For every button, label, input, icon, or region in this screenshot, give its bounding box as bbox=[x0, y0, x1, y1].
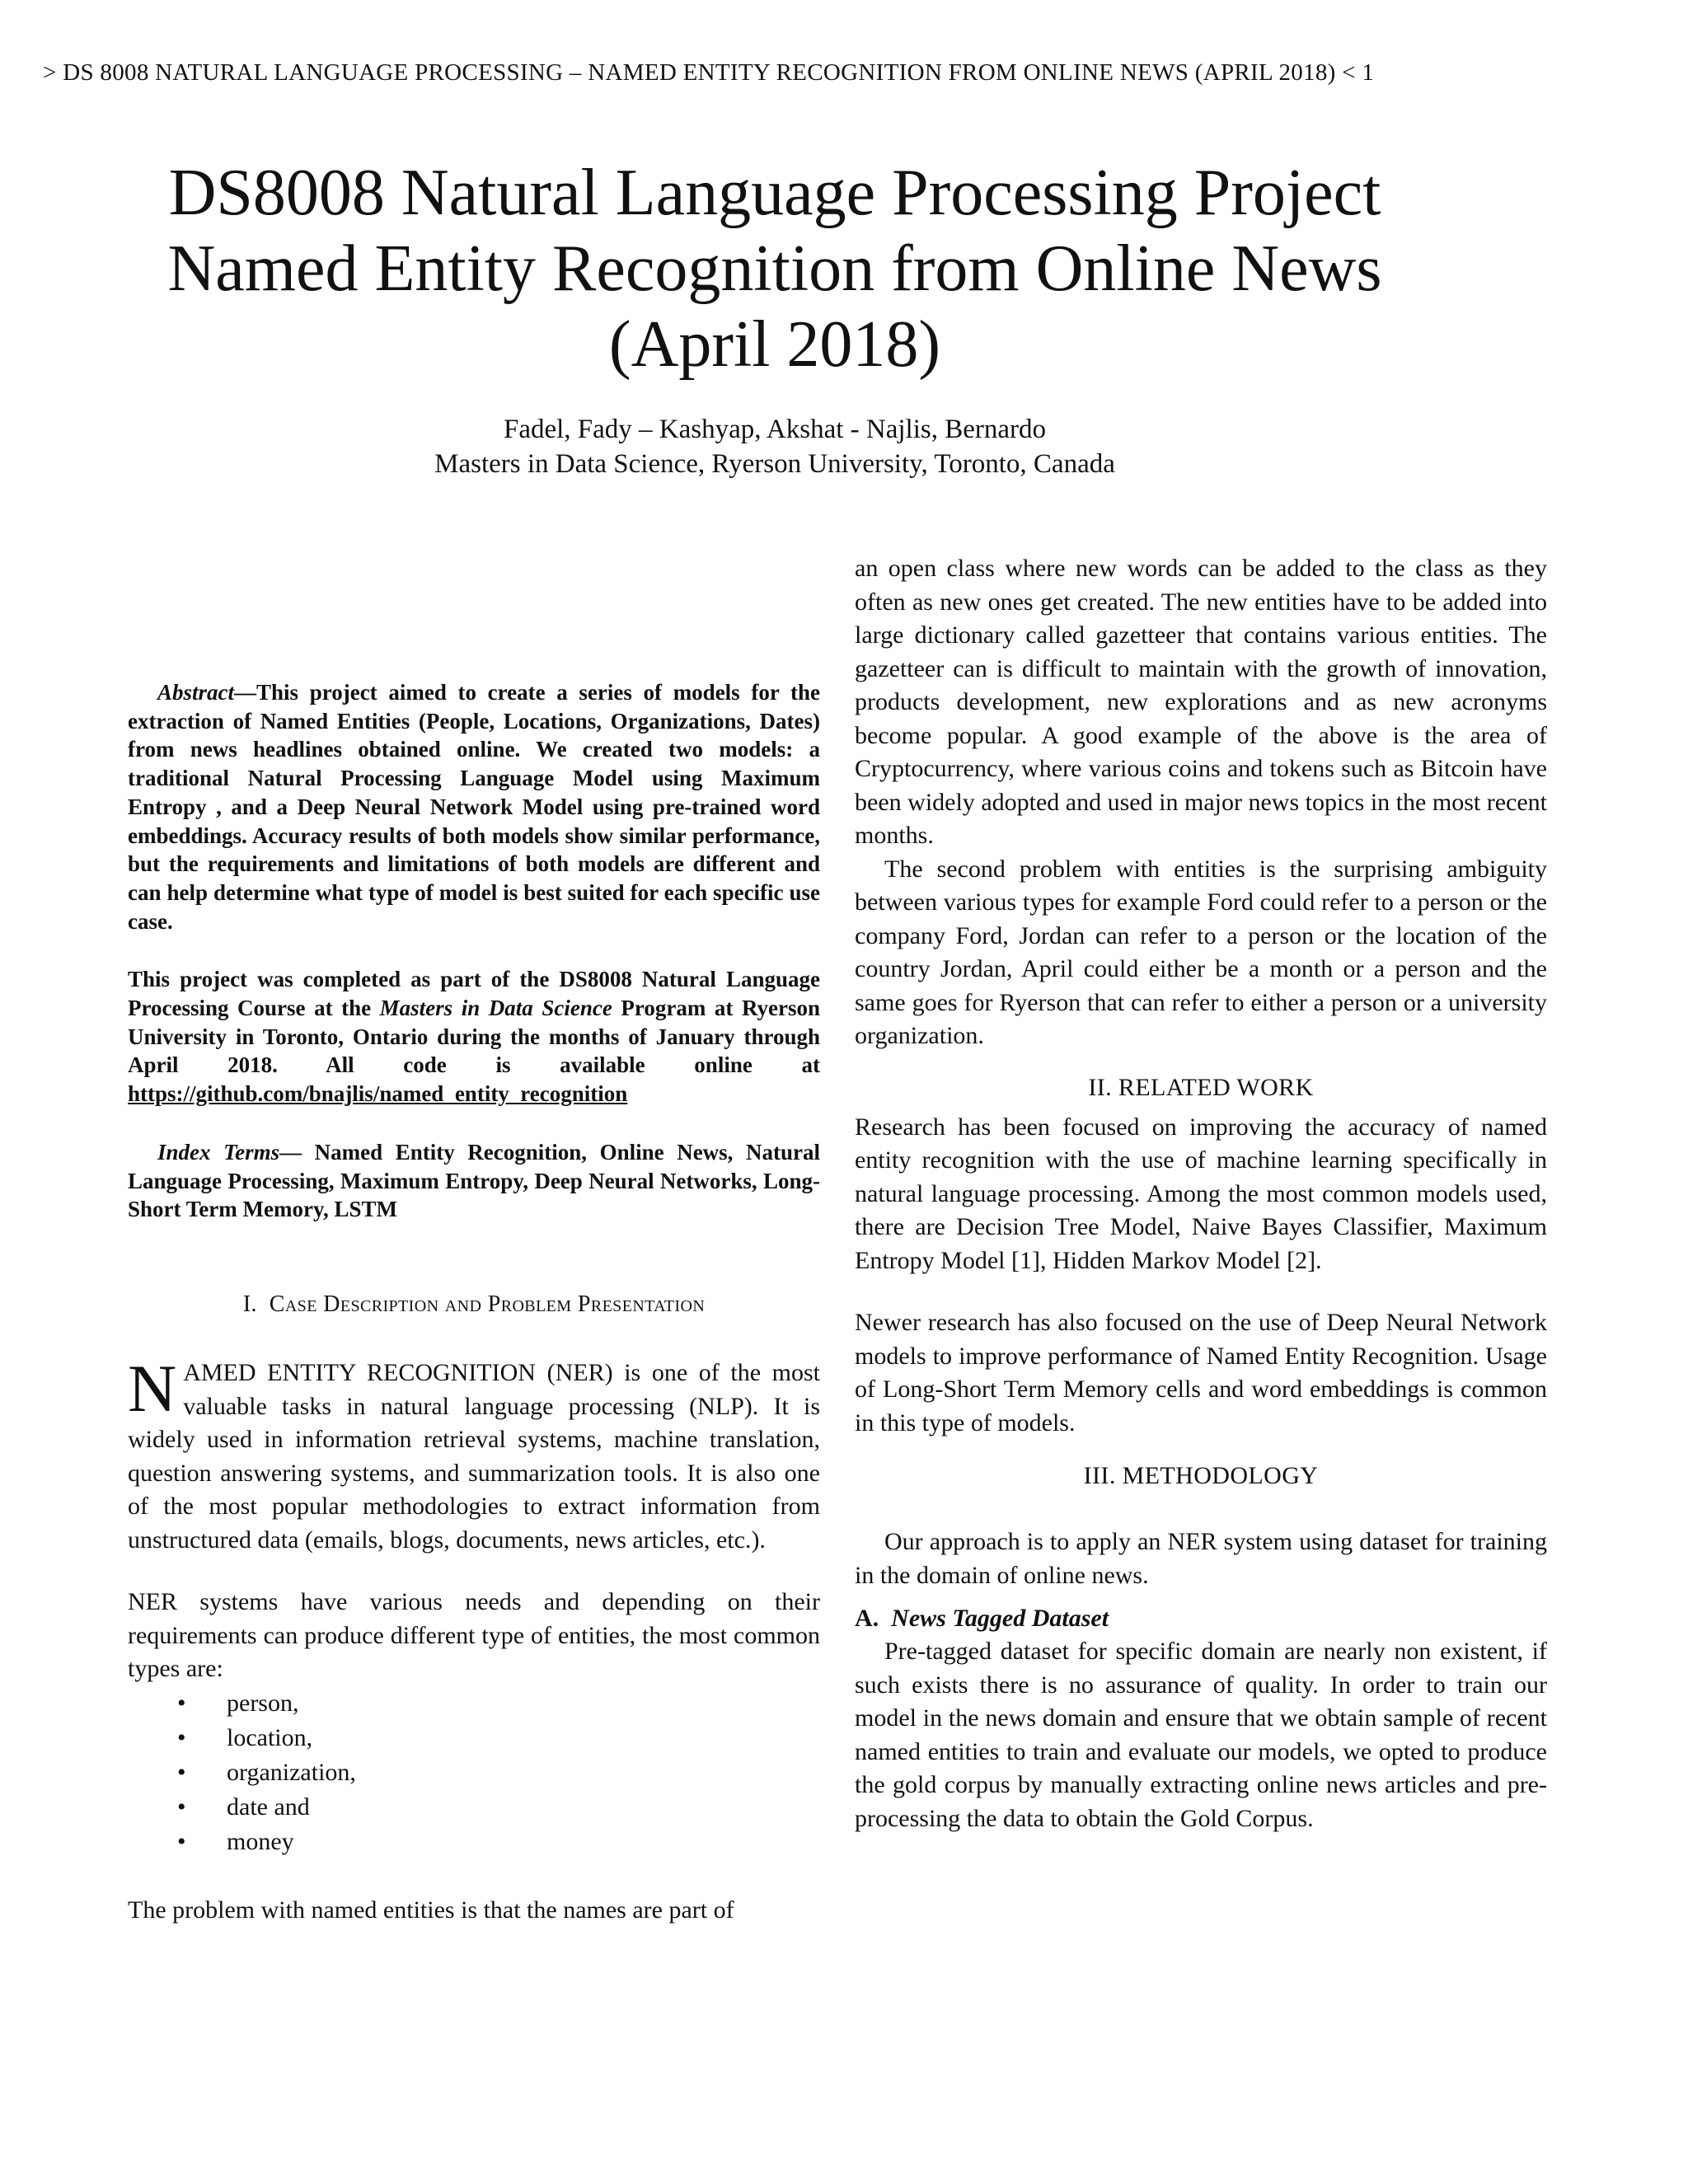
entity-type-list bbox=[128, 1686, 820, 1859]
title-line-3: (April 2018) bbox=[608, 308, 941, 381]
abstract-block bbox=[128, 678, 820, 1224]
list-item: • date and bbox=[128, 1790, 820, 1825]
section-number: I. bbox=[242, 1291, 257, 1317]
github-link[interactable]: https://github.com/bnajlis/named_entity_recognition bbox=[128, 1081, 628, 1107]
ambiguity-paragraph: The second problem with entities is the surprising ambiguity between various types for example Ford could refer to a person or the company Ford, Jordan can refer to a person or the location of the country Jordan, April could either be a month or a person and the same goes for Ryerson that can refer to either a person or a university organization. bbox=[855, 855, 1547, 1049]
index-terms-label: Index Terms bbox=[157, 1139, 280, 1165]
section-title: Case Description and Problem Presentation bbox=[269, 1291, 706, 1317]
related-work-paragraph-1: Research has been focused on improving the accuracy of named entity recognition with the use of machine learning specifically in natural language processing. Among the most common models used, there are Decision Tree Model, Naive Bayes Classifier, Maximum Entropy Model [1], Hidden Markov Model [2]. bbox=[855, 1113, 1547, 1274]
index-terms bbox=[128, 1138, 820, 1224]
list-item: • money bbox=[128, 1825, 820, 1859]
index-terms-text: — Named Entity Recognition, Online News, Natural Language Processing, Maximum Entropy, Deep Neural Networks, Long-Short Term Memory, LSTM bbox=[128, 1139, 820, 1222]
author-affiliation: Masters in Data Science, Ryerson University, Toronto, Canada bbox=[434, 449, 1115, 479]
ner-needs-paragraph: NER systems have various needs and depending on their requirements can produce different type of entities, the most common types are: bbox=[128, 1588, 820, 1682]
problem-paragraph: The problem with named entities is that the names are part of bbox=[128, 1896, 734, 1924]
title-line-1: DS8008 Natural Language Processing Project bbox=[168, 157, 1381, 229]
section-heading-1 bbox=[128, 1288, 820, 1321]
author-block bbox=[99, 412, 1451, 481]
gazetteer-paragraph: an open class where new words can be added to the class as they often as new ones get created. The new entities have to be added into large dictionary called gazetteer that contains various entities. The gazetteer can is difficult to maintain with the growth of innovation, products development, new explorations and as new acronyms become popular. A good example of the above is the area of Cryptocurrency, where various coins and tokens such as Bitcoin have been widely adopted and used in major news topics in the most recent months. bbox=[855, 555, 1547, 849]
running-header: > DS 8008 NATURAL LANGUAGE PROCESSING – NAMED ENTITY RECOGNITION FROM ONLINE NEWS (APRIL 2018) < 1 bbox=[43, 59, 1375, 86]
author-names: Fadel, Fady – Kashyap, Akshat - Najlis, Bernardo bbox=[503, 415, 1047, 444]
methodology-paragraph: Our approach is to apply an NER system using dataset for training in the domain of online news. bbox=[855, 1528, 1547, 1589]
subsection-label: A. bbox=[855, 1605, 879, 1632]
list-item: • person, bbox=[128, 1686, 820, 1721]
paper-title bbox=[99, 155, 1451, 382]
related-work-paragraph-2: Newer research has also focused on the use of Deep Neural Network models to improve performance of Named Entity Recognition. Usage of Long-Short Term Memory cells and word embeddings is common in this type of models. bbox=[855, 1309, 1547, 1436]
right-column bbox=[855, 552, 1547, 1835]
abstract-label: Abstract bbox=[157, 680, 235, 705]
section-heading-3: III. METHODOLOGY bbox=[1083, 1462, 1319, 1489]
abstract-text: —This project aimed to create a series of models for the extraction of Named Entities (People, Locations, Organizations, Dates) from news headlines obtained online. We created two models: a traditional Natural Processing Language Model using Maximum Entropy , and a Deep Neural Network Model using pre-trained word embeddings. Accuracy results of both models show similar performance, but the requirements and limitations of both models are different and can help determine what type of model is best suited for each specific use case. bbox=[128, 680, 820, 934]
project-note bbox=[128, 965, 820, 1108]
subsection-heading-a bbox=[855, 1602, 1547, 1635]
list-item: • organization, bbox=[128, 1755, 820, 1790]
title-line-2: Named Entity Recognition from Online News bbox=[167, 232, 1382, 305]
project-note-italic: Masters in Data Science bbox=[379, 996, 612, 1021]
subsection-title: News Tagged Dataset bbox=[891, 1605, 1109, 1632]
drop-cap: N bbox=[128, 1351, 177, 1426]
abstract-paragraph bbox=[128, 678, 820, 935]
list-item: • location, bbox=[128, 1721, 820, 1755]
section-heading-2: II. RELATED WORK bbox=[1088, 1073, 1314, 1101]
intro-text: AMED ENTITY RECOGNITION (NER) is one of the most valuable tasks in natural language processing (NLP). It is widely used in information retrieval systems, machine translation, question answering systems, and summarization tools. It is also one of the most popular methodologies to extract information from unstructured data (emails, blogs, documents, news articles, etc.). bbox=[128, 1359, 820, 1554]
dataset-paragraph: Pre-tagged dataset for specific domain are nearly non existent, if such exists there is no assurance of quality. In order to train our model in the news domain and ensure that we obtain sample of recent named entities to train and evaluate our models, we opted to produce the gold corpus by manually extracting online news articles and pre-processing the data to obtain the Gold Corpus. bbox=[855, 1638, 1547, 1832]
project-note-text-1: This project was completed as part of the DS8008 Natural Language Processing Course at the bbox=[128, 967, 820, 1021]
project-note-text-2: Program at Ryerson University in Toronto, Ontario during the months of January through April 2018. All code is available online at bbox=[128, 996, 820, 1078]
intro-paragraph bbox=[128, 1351, 820, 1557]
left-column bbox=[128, 1288, 820, 1927]
